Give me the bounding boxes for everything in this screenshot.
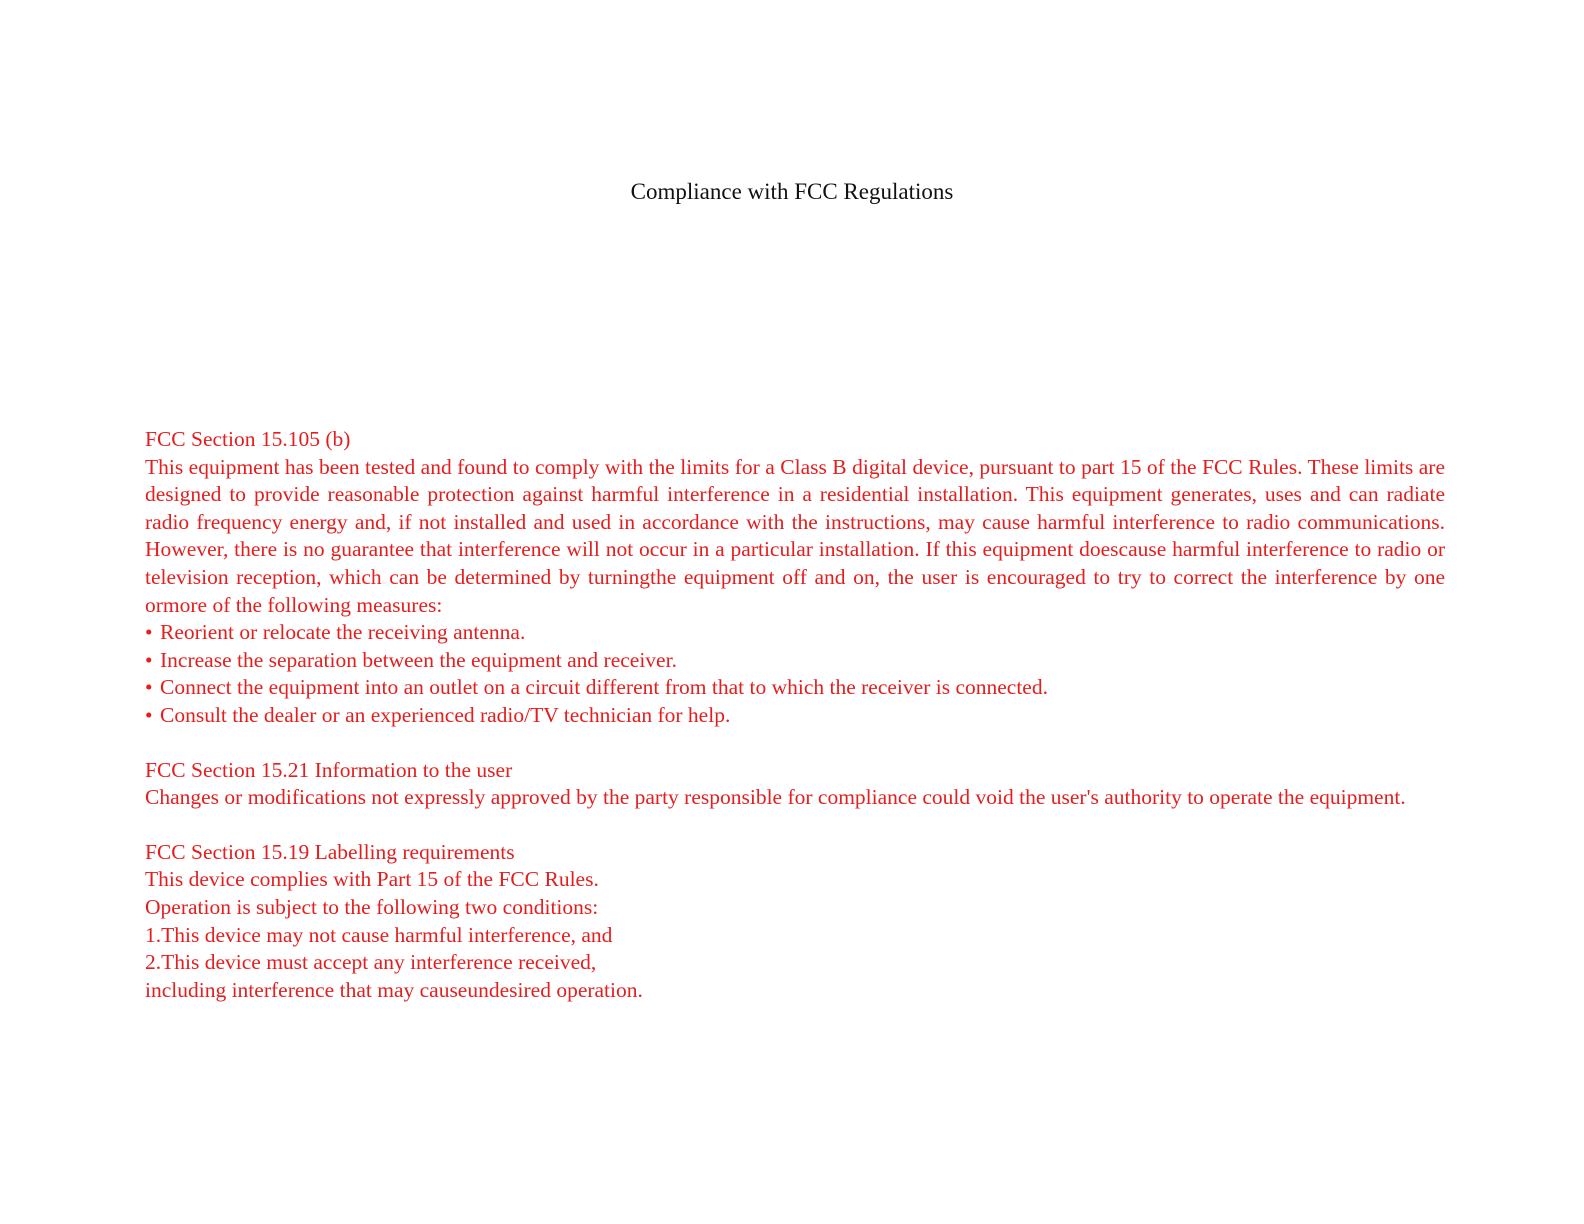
text-line: 1.This device may not cause harmful interference, and	[145, 922, 613, 947]
list-item	[145, 647, 1445, 675]
text-line: This device complies with Part 15 of the FCC Rules.	[145, 867, 599, 892]
bullet-icon: •	[145, 620, 153, 645]
bullet-icon: •	[145, 702, 153, 727]
bullet-icon: •	[145, 675, 153, 700]
document-body	[145, 426, 1445, 1004]
list-item	[145, 702, 1445, 730]
list-item	[145, 619, 1445, 647]
section-heading: FCC Section 15.105 (b)	[145, 427, 351, 451]
section-paragraph: Changes or modifications not expressly approved by the party responsible for compliance could void the user's authority to operate the equipment.	[145, 785, 1406, 810]
bullet-icon: •	[145, 647, 153, 672]
measures-list	[145, 619, 1445, 729]
section-fcc-15-105-b	[145, 426, 1445, 730]
list-item	[145, 674, 1445, 702]
list-item-text: Consult the dealer or an experienced radio/TV technician for help.	[160, 702, 731, 727]
section-paragraph: This equipment has been tested and found to comply with the limits for a Class B digital device, pursuant to part 15 of the FCC Rules. These limits are designed to provide reasonable protection against harmful interference in a residential installation. This equipment generates, uses and can radiate radio frequency energy and, if not installed and used in accordance with the instructions, may cause harmful interference to radio communications. However, there is no guarantee that interference will not occur in a particular installation. If this equipment doescause harmful interference to radio or television reception, which can be determined by turningthe equipment off and on, the user is encouraged to try to correct the interference by one ormore of the following measures:	[145, 454, 1445, 617]
section-heading: FCC Section 15.19 Labelling requirements	[145, 839, 515, 864]
list-item-text: Connect the equipment into an outlet on a circuit different from that to which the receiver is connected.	[160, 675, 1048, 700]
list-item-text: Reorient or relocate the receiving antenna.	[160, 620, 526, 645]
text-line: Operation is subject to the following two conditions:	[145, 894, 599, 919]
section-fcc-15-19	[145, 839, 1445, 1005]
labelling-lines	[145, 866, 1445, 1004]
section-fcc-15-21	[145, 757, 1445, 812]
text-line: 2.This device must accept any interference received,	[145, 950, 597, 975]
text-line: including interference that may causeundesired operation.	[145, 977, 643, 1002]
document-title: Compliance with FCC Regulations	[630, 179, 954, 204]
section-heading: FCC Section 15.21 Information to the user	[145, 757, 513, 782]
list-item-text: Increase the separation between the equipment and receiver.	[160, 647, 677, 672]
